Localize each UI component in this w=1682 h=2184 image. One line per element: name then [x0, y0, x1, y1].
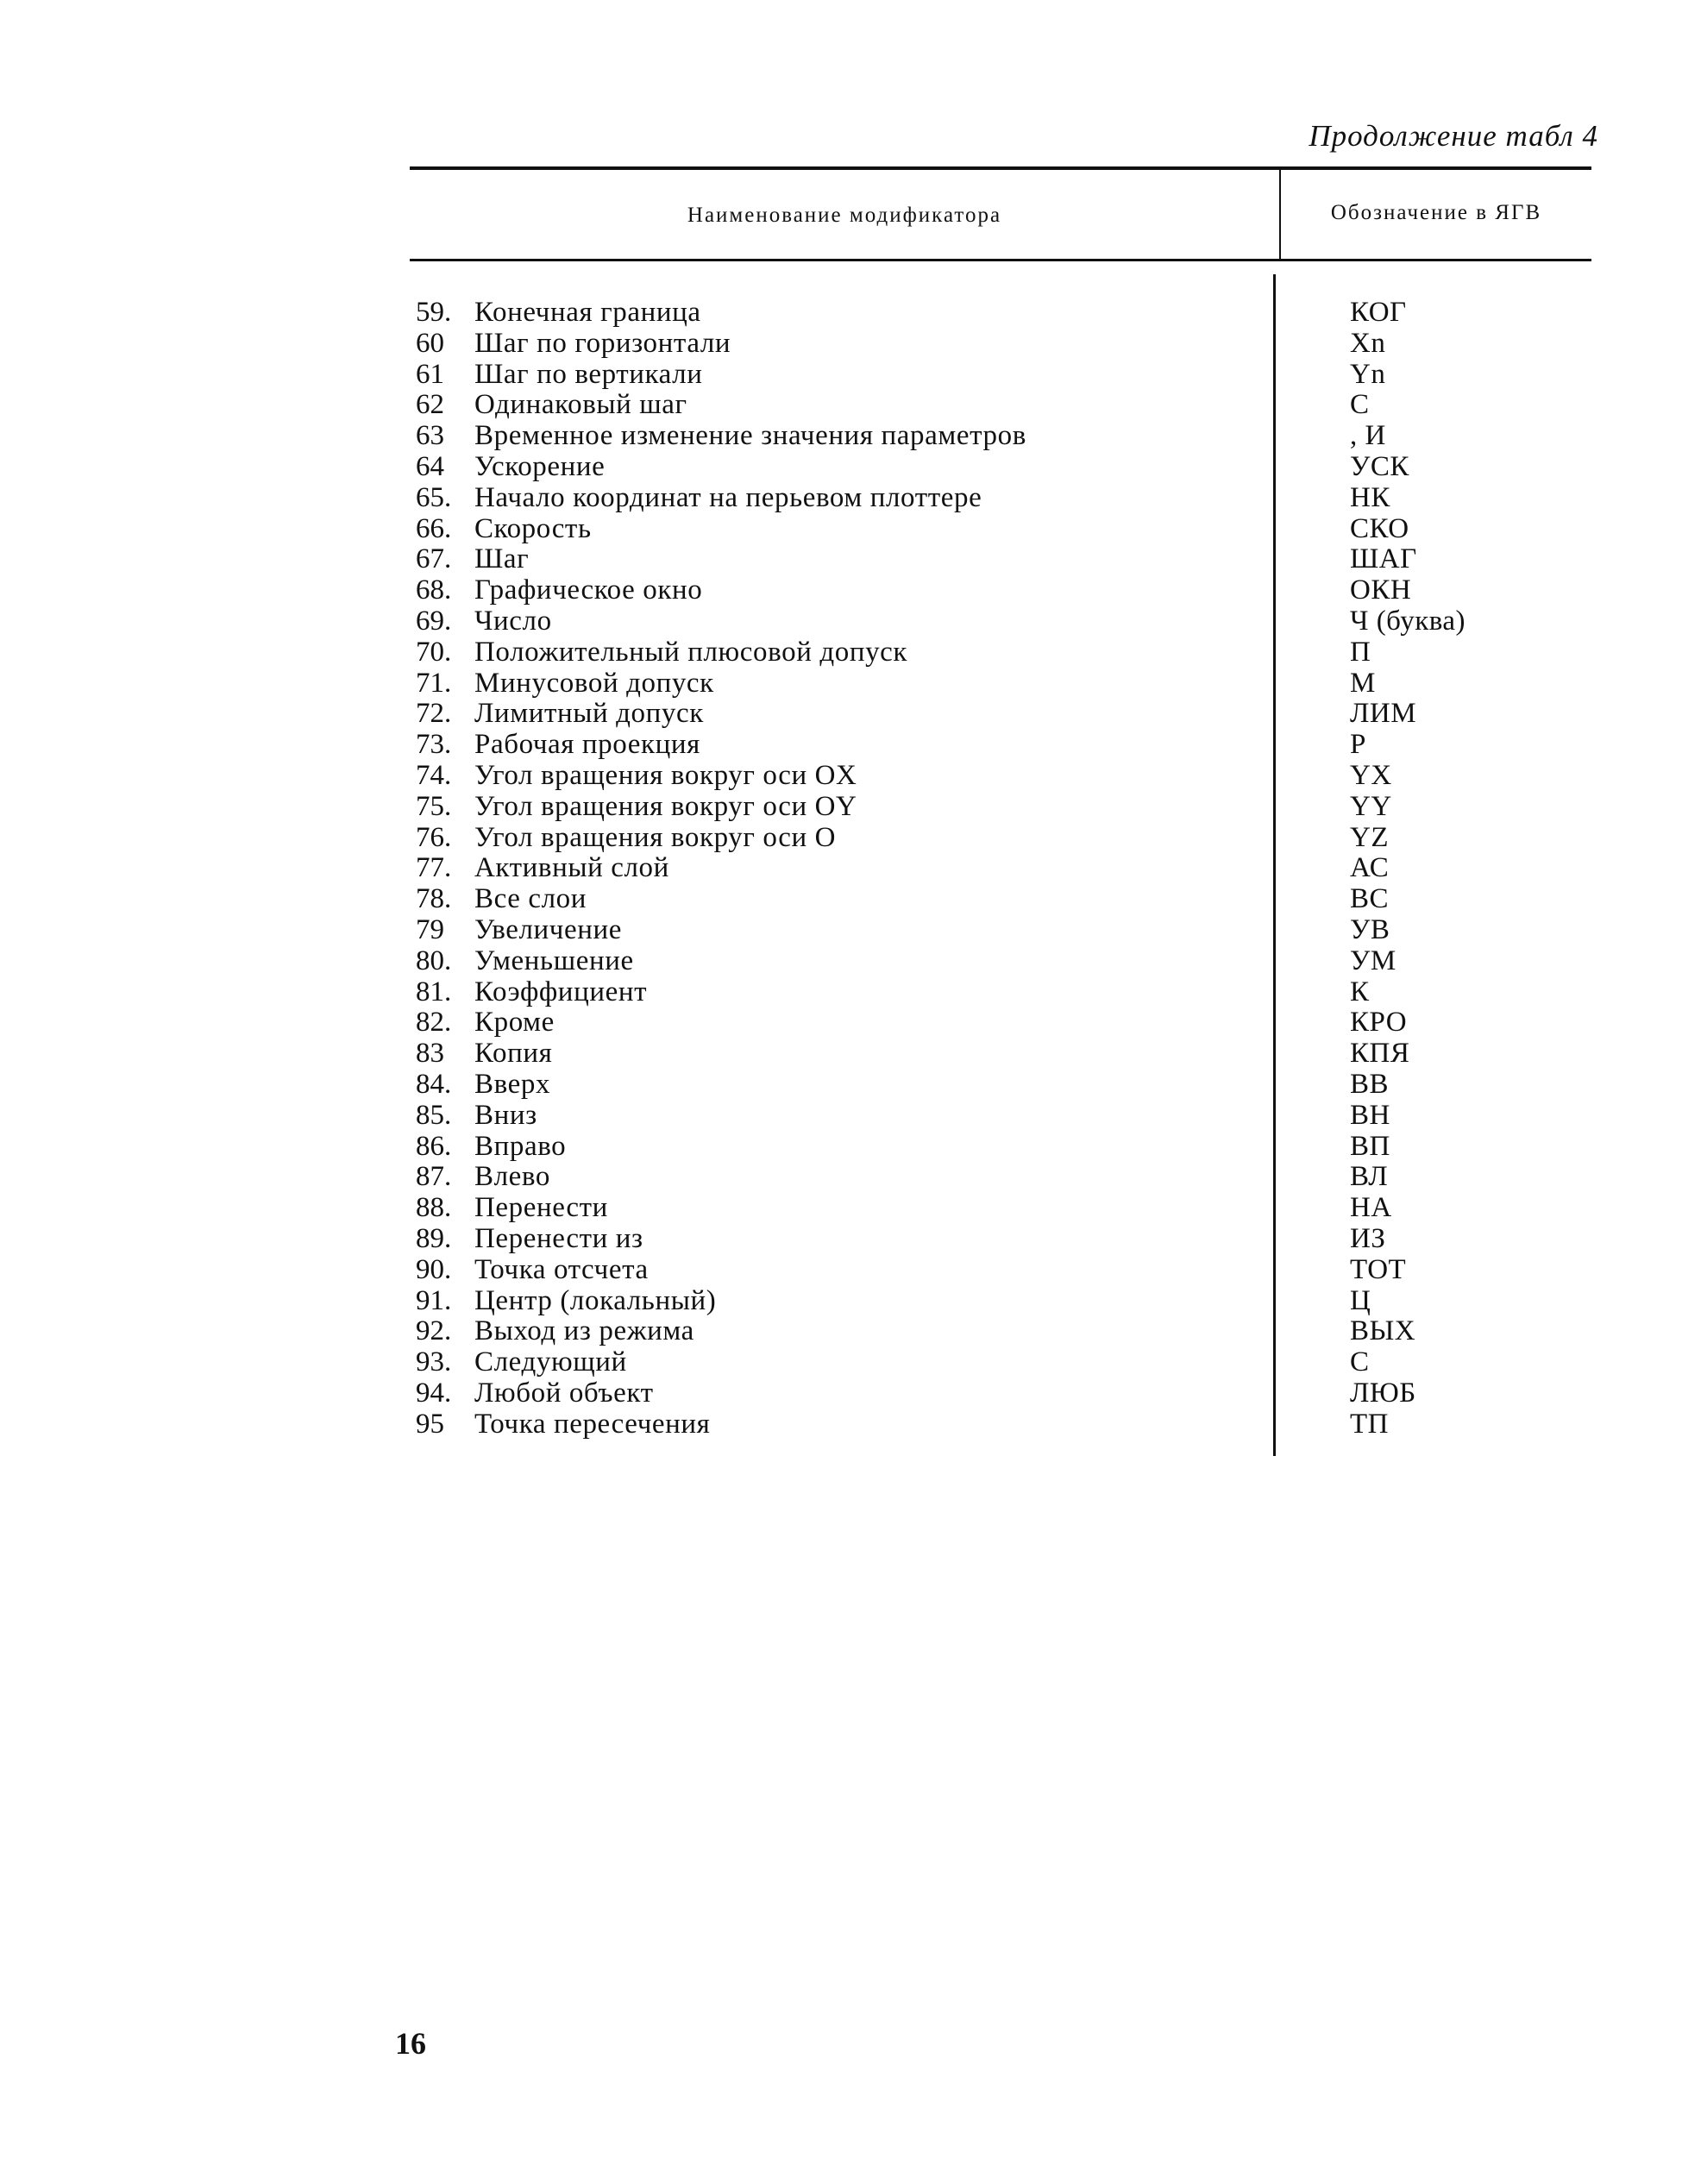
modifier-name: Точка пересечения [474, 1408, 711, 1440]
modifier-name: Вправо [474, 1130, 567, 1162]
table-row [416, 1316, 1623, 1347]
modifier-code: ВП [1350, 1130, 1390, 1162]
table-row [416, 1070, 1623, 1101]
table-row [416, 977, 1623, 1008]
row-number: 63 [416, 420, 444, 452]
table-row [416, 761, 1623, 792]
table-row [416, 1286, 1623, 1317]
table-row [416, 390, 1623, 421]
row-number: 94. [416, 1377, 452, 1409]
modifier-code: ИЗ [1350, 1222, 1386, 1254]
modifier-code: НК [1350, 481, 1390, 513]
row-number: 88. [416, 1192, 452, 1224]
row-number: 65. [416, 481, 452, 513]
table-row [416, 668, 1623, 700]
modifier-name: Шаг по горизонтали [474, 327, 731, 359]
table-row [416, 1039, 1623, 1070]
modifier-name: Копия [474, 1038, 553, 1070]
row-number: 91. [416, 1284, 452, 1316]
row-number: 80. [416, 945, 452, 976]
modifier-code: ВЫХ [1350, 1315, 1416, 1347]
column-header-name: Наименование модификатора [687, 204, 1002, 227]
row-number: 85. [416, 1099, 452, 1131]
modifier-code: УСК [1350, 450, 1409, 482]
modifier-name: Конечная граница [474, 297, 701, 328]
table-body [416, 298, 1623, 1440]
row-number: 90. [416, 1253, 452, 1285]
modifier-code: ШАГ [1350, 543, 1417, 575]
modifier-code: НА [1350, 1192, 1392, 1224]
table-row [416, 1409, 1623, 1440]
modifier-name: Угол вращения вокруг оси OY [474, 790, 857, 822]
modifier-name: Уменьшение [474, 945, 634, 976]
modifier-code: C [1350, 389, 1370, 421]
table-row [416, 1378, 1623, 1409]
table-row [416, 699, 1623, 730]
modifier-code: YY [1350, 790, 1392, 822]
table-row [416, 1132, 1623, 1163]
modifier-name: Увеличение [474, 913, 623, 945]
modifier-code: АС [1350, 852, 1390, 884]
table-row [416, 915, 1623, 946]
table-row [416, 1255, 1623, 1286]
modifier-name: Влево [474, 1161, 550, 1193]
table-row [416, 575, 1623, 606]
modifier-name: Шаг [474, 543, 530, 575]
row-number: 79 [416, 913, 444, 945]
row-number: 64 [416, 450, 444, 482]
table-row [416, 544, 1623, 575]
modifier-code: УМ [1350, 945, 1396, 976]
modifier-code: YX [1350, 759, 1392, 791]
modifier-name: Лимитный допуск [474, 698, 704, 730]
table-row [416, 1101, 1623, 1132]
table-row [416, 421, 1623, 452]
modifier-code: УВ [1350, 913, 1390, 945]
modifier-code: М [1350, 667, 1376, 699]
modifier-name: Вверх [474, 1068, 551, 1100]
modifier-code: ЛЮБ [1350, 1377, 1416, 1409]
modifier-code: YZ [1350, 821, 1389, 853]
modifier-name: Временное изменение значения параметров [474, 420, 1026, 452]
row-number: 87. [416, 1161, 452, 1193]
modifier-code: ЛИМ [1350, 698, 1417, 730]
modifier-name: Число [474, 605, 552, 637]
table-row [416, 637, 1623, 668]
modifier-name: Ускорение [474, 450, 606, 482]
modifier-code: С [1350, 1346, 1370, 1378]
modifier-name: Выход из режима [474, 1315, 694, 1347]
modifier-name: Следующий [474, 1346, 627, 1378]
modifier-code: ВВ [1350, 1068, 1390, 1100]
table-row [416, 823, 1623, 854]
row-number: 70. [416, 636, 452, 668]
modifier-code: СКО [1350, 512, 1409, 544]
column-header-code: Обозначение в ЯГВ [1330, 201, 1542, 224]
table-row [416, 1007, 1623, 1039]
modifier-code: Ц [1350, 1284, 1371, 1316]
table-row [416, 606, 1623, 637]
row-number: 69. [416, 605, 452, 637]
row-number: 60 [416, 327, 444, 359]
table-row [416, 1347, 1623, 1378]
row-number: 67. [416, 543, 452, 575]
table-continuation-label: Продолжение табл 4 [1309, 119, 1598, 153]
row-number: 92. [416, 1315, 452, 1347]
modifier-name: Угол вращения вокруг оси O [474, 821, 837, 853]
row-number: 62 [416, 389, 444, 421]
modifier-name: Начало координат на перьевом плоттере [474, 481, 982, 513]
modifier-name: Рабочая проекция [474, 729, 700, 761]
row-number: 77. [416, 852, 452, 884]
page-number: 16 [395, 2026, 426, 2061]
row-number: 86. [416, 1130, 452, 1162]
table-top-rule [410, 166, 1591, 170]
modifier-name: Коэффициент [474, 976, 648, 1007]
table-row [416, 884, 1623, 915]
modifier-code: Р [1350, 729, 1366, 761]
modifier-code: КРО [1350, 1007, 1408, 1039]
table-row [416, 298, 1623, 329]
modifier-name: Графическое окно [474, 574, 703, 606]
modifier-name: Кроме [474, 1007, 555, 1039]
row-number: 74. [416, 759, 452, 791]
modifier-name: Положительный плюсовой допуск [474, 636, 908, 668]
table-row [416, 329, 1623, 360]
modifier-name: Скорость [474, 512, 592, 544]
row-number: 61 [416, 358, 444, 390]
row-number: 78. [416, 883, 452, 915]
row-number: 84. [416, 1068, 452, 1100]
modifier-name: Перенести из [474, 1222, 643, 1254]
row-number: 93. [416, 1346, 452, 1378]
row-number: 72. [416, 698, 452, 730]
row-number: 66. [416, 512, 452, 544]
modifier-name: Перенести [474, 1192, 608, 1224]
table-row [416, 853, 1623, 884]
modifier-code: Yn [1350, 358, 1386, 390]
table-row [416, 792, 1623, 823]
table-row [416, 946, 1623, 977]
row-number: 82. [416, 1007, 452, 1039]
modifier-name: Шаг по вертикали [474, 358, 703, 390]
table-row [416, 730, 1623, 761]
table-row [416, 1224, 1623, 1255]
table-row [416, 514, 1623, 545]
modifier-name: Активный слой [474, 852, 669, 884]
table-row [416, 1162, 1623, 1193]
modifier-code: ВН [1350, 1099, 1390, 1131]
modifier-name: Одинаковый шаг [474, 389, 687, 421]
modifier-name: Угол вращения вокруг оси OX [474, 759, 857, 791]
modifier-code: Ч (буква) [1350, 605, 1466, 637]
modifier-code: КПЯ [1350, 1038, 1410, 1070]
modifier-name: Центр (локальный) [474, 1284, 717, 1316]
table-row [416, 483, 1623, 514]
table-row [416, 452, 1623, 483]
modifier-code: К [1350, 976, 1370, 1007]
row-number: 59. [416, 297, 452, 328]
row-number: 75. [416, 790, 452, 822]
row-number: 89. [416, 1222, 452, 1254]
table-row [416, 1193, 1623, 1224]
modifier-name: Все слои [474, 883, 587, 915]
modifier-code: ВЛ [1350, 1161, 1389, 1193]
row-number: 68. [416, 574, 452, 606]
modifier-code: П [1350, 636, 1371, 668]
row-number: 76. [416, 821, 452, 853]
modifier-code: КОГ [1350, 297, 1407, 328]
row-number: 95 [416, 1408, 444, 1440]
modifier-code: ТП [1350, 1408, 1389, 1440]
modifier-code: Xn [1350, 327, 1386, 359]
row-number: 81. [416, 976, 452, 1007]
modifier-name: Минусовой допуск [474, 667, 714, 699]
row-number: 73. [416, 729, 452, 761]
row-number: 71. [416, 667, 452, 699]
modifier-code: ВС [1350, 883, 1390, 915]
row-number: 83 [416, 1038, 444, 1070]
modifier-name: Точка отсчета [474, 1253, 649, 1285]
modifier-code: , И [1350, 420, 1386, 452]
modifier-name: Любой объект [474, 1377, 654, 1409]
modifier-code: ТОТ [1350, 1253, 1407, 1285]
modifier-name: Вниз [474, 1099, 537, 1131]
table-header-rule [410, 259, 1591, 261]
modifier-code: ОКН [1350, 574, 1412, 606]
table-row [416, 360, 1623, 391]
